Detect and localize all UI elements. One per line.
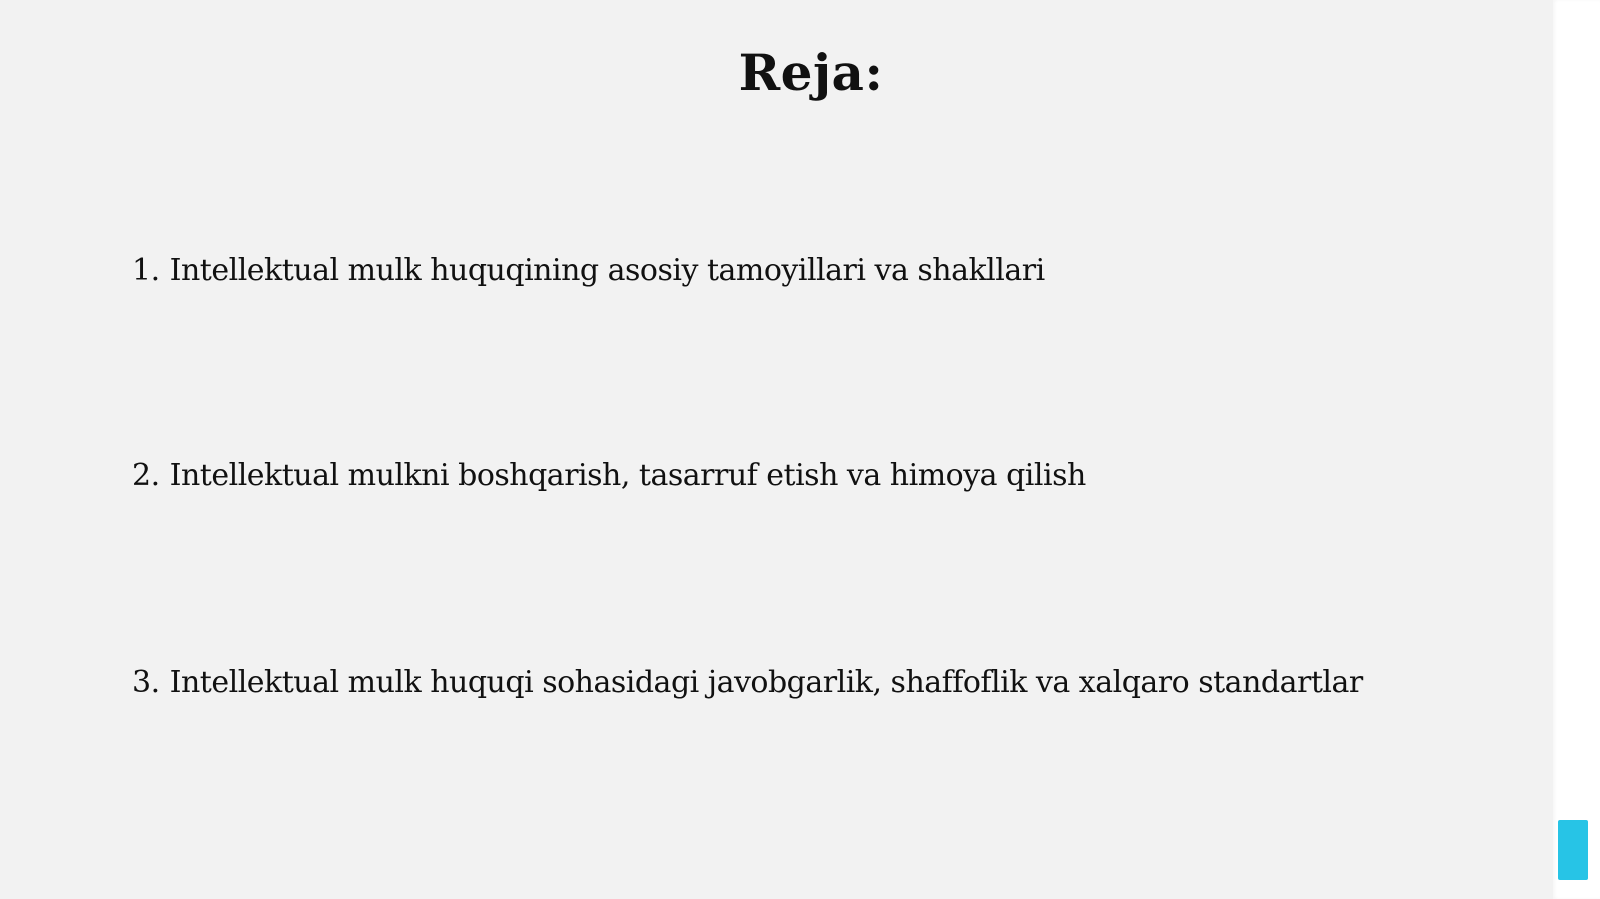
slide-title: Reja: — [738, 43, 884, 102]
plan-item-text: Intellektual mulkni boshqarish, tasarruf etish va himoya qilish — [169, 458, 1086, 493]
plan-item-2 — [132, 456, 1086, 496]
plan-item-number: 1. — [132, 253, 160, 288]
plan-item-number: 2. — [132, 458, 160, 493]
plan-item-3 — [132, 663, 1363, 703]
plan-item-1 — [132, 251, 1045, 291]
plan-item-text: Intellektual mulk huquqi sohasidagi javobgarlik, shaffoflik va xalqaro standartlar — [169, 665, 1363, 700]
plan-item-number: 3. — [132, 665, 160, 700]
plan-item-text: Intellektual mulk huquqining asosiy tamoyillari va shakllari — [169, 253, 1045, 288]
side-panel-edge — [1553, 0, 1600, 899]
scroll-handle[interactable] — [1558, 820, 1588, 880]
